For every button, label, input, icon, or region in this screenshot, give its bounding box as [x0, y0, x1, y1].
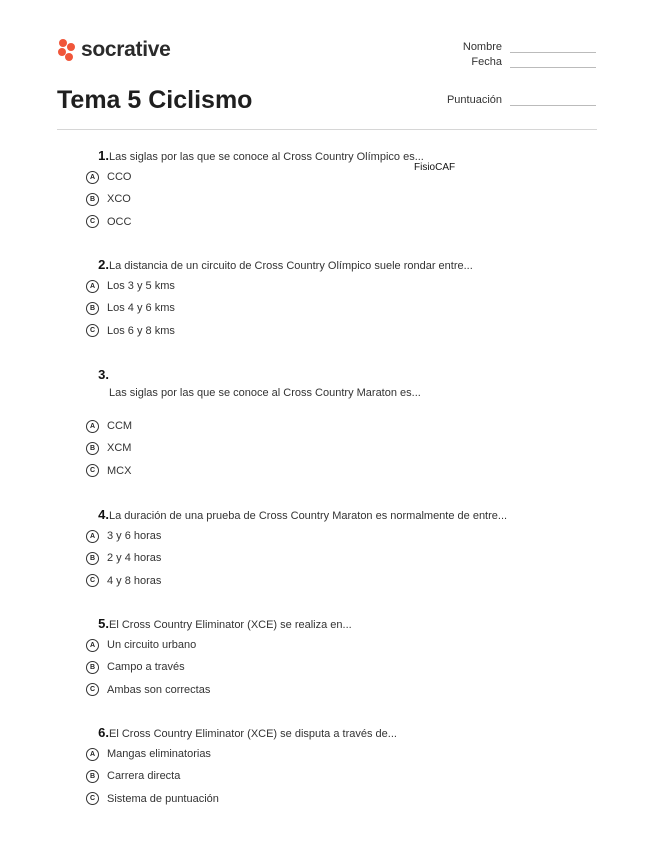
option-text: XCM — [107, 442, 132, 455]
option-text: CCM — [107, 420, 133, 433]
option-text: Sistema de puntuación — [107, 792, 219, 805]
option-b — [86, 437, 568, 459]
option-letter-badge: B — [86, 552, 99, 565]
option-text: Los 4 y 6 kms — [107, 302, 175, 315]
puntuacion-line — [510, 95, 596, 106]
option-b — [86, 297, 568, 319]
option-text: 4 y 8 horas — [107, 574, 162, 587]
question-6 — [88, 725, 568, 810]
question-3 — [88, 367, 568, 482]
question-1 — [88, 148, 568, 233]
option-letter-badge: A — [86, 420, 99, 433]
option-a — [86, 415, 568, 437]
option-letter-badge: C — [86, 215, 99, 228]
option-letter-badge: A — [86, 530, 99, 543]
option-letter-badge: A — [86, 748, 99, 761]
watermark-text: FisioCAF — [414, 162, 456, 173]
fecha-field — [471, 56, 596, 68]
option-letter-badge: C — [86, 324, 99, 337]
option-b — [86, 656, 568, 678]
question-text: El Cross Country Eliminator (XCE) se realiza en... — [109, 619, 352, 631]
nombre-field — [463, 41, 596, 53]
question-text: Las siglas por las que se conoce al Cross Country Olímpico es... — [109, 151, 424, 163]
socrative-logo — [57, 38, 171, 62]
option-letter-badge: B — [86, 442, 99, 455]
fecha-line — [510, 57, 596, 68]
option-a — [86, 525, 568, 547]
option-a — [86, 634, 568, 656]
puntuacion-field — [447, 94, 596, 106]
option-b — [86, 188, 568, 210]
option-text: 2 y 4 horas — [107, 552, 162, 565]
question-number: 1. — [98, 148, 109, 163]
option-letter-badge: B — [86, 193, 99, 206]
option-c — [86, 679, 568, 701]
option-letter-badge: B — [86, 661, 99, 674]
option-text: Carrera directa — [107, 770, 181, 783]
option-text: OCC — [107, 215, 132, 228]
option-letter-badge: A — [86, 280, 99, 293]
option-letter-badge: B — [86, 770, 99, 783]
question-number: 2. — [98, 257, 109, 272]
option-letter-badge: C — [86, 683, 99, 696]
option-letter-badge: A — [86, 171, 99, 184]
option-text: MCX — [107, 464, 132, 477]
option-text: 3 y 6 horas — [107, 530, 162, 543]
option-a — [86, 166, 568, 188]
option-text: Los 6 y 8 kms — [107, 324, 175, 337]
option-letter-badge: C — [86, 464, 99, 477]
option-b — [86, 547, 568, 569]
question-5 — [88, 616, 568, 701]
question-4 — [88, 507, 568, 592]
option-text: Ambas son correctas — [107, 683, 211, 696]
option-text: Los 3 y 5 kms — [107, 280, 175, 293]
option-text: Mangas eliminatorias — [107, 748, 211, 761]
socrative-dots-icon — [57, 38, 77, 62]
option-c — [86, 570, 568, 592]
brand-name: socrative — [81, 38, 171, 61]
option-c — [86, 788, 568, 810]
question-text: La distancia de un circuito de Cross Country Olímpico suele rondar entre... — [109, 260, 473, 272]
fecha-label: Fecha — [471, 56, 502, 68]
nombre-line — [510, 42, 596, 53]
question-number: 3. — [98, 367, 109, 382]
option-a — [86, 275, 568, 297]
option-letter-badge: C — [86, 574, 99, 587]
question-2 — [88, 257, 568, 342]
page-title: Tema 5 Ciclismo — [57, 86, 253, 114]
question-text: La duración de una prueba de Cross Country Maraton es normalmente de entre... — [109, 510, 508, 522]
option-c — [86, 211, 568, 233]
option-b — [86, 765, 568, 787]
option-c — [86, 460, 568, 482]
question-number: 5. — [98, 616, 109, 631]
option-letter-badge: A — [86, 639, 99, 652]
option-letter-badge: C — [86, 792, 99, 805]
question-number: 4. — [98, 507, 109, 522]
question-text: El Cross Country Eliminator (XCE) se disputa a través de... — [109, 728, 397, 740]
puntuacion-label: Puntuación — [446, 94, 502, 106]
option-letter-badge: B — [86, 302, 99, 315]
option-text: XCO — [107, 193, 131, 206]
header-divider — [57, 129, 597, 130]
nombre-label: Nombre — [462, 41, 502, 53]
question-text: Las siglas por las que se conoce al Cross Country Maraton es... — [109, 387, 421, 399]
option-text: Campo a través — [107, 661, 185, 674]
option-text: CCO — [107, 171, 132, 184]
option-text: Un circuito urbano — [107, 639, 197, 652]
option-c — [86, 320, 568, 342]
option-a — [86, 743, 568, 765]
question-number: 6. — [98, 725, 109, 740]
